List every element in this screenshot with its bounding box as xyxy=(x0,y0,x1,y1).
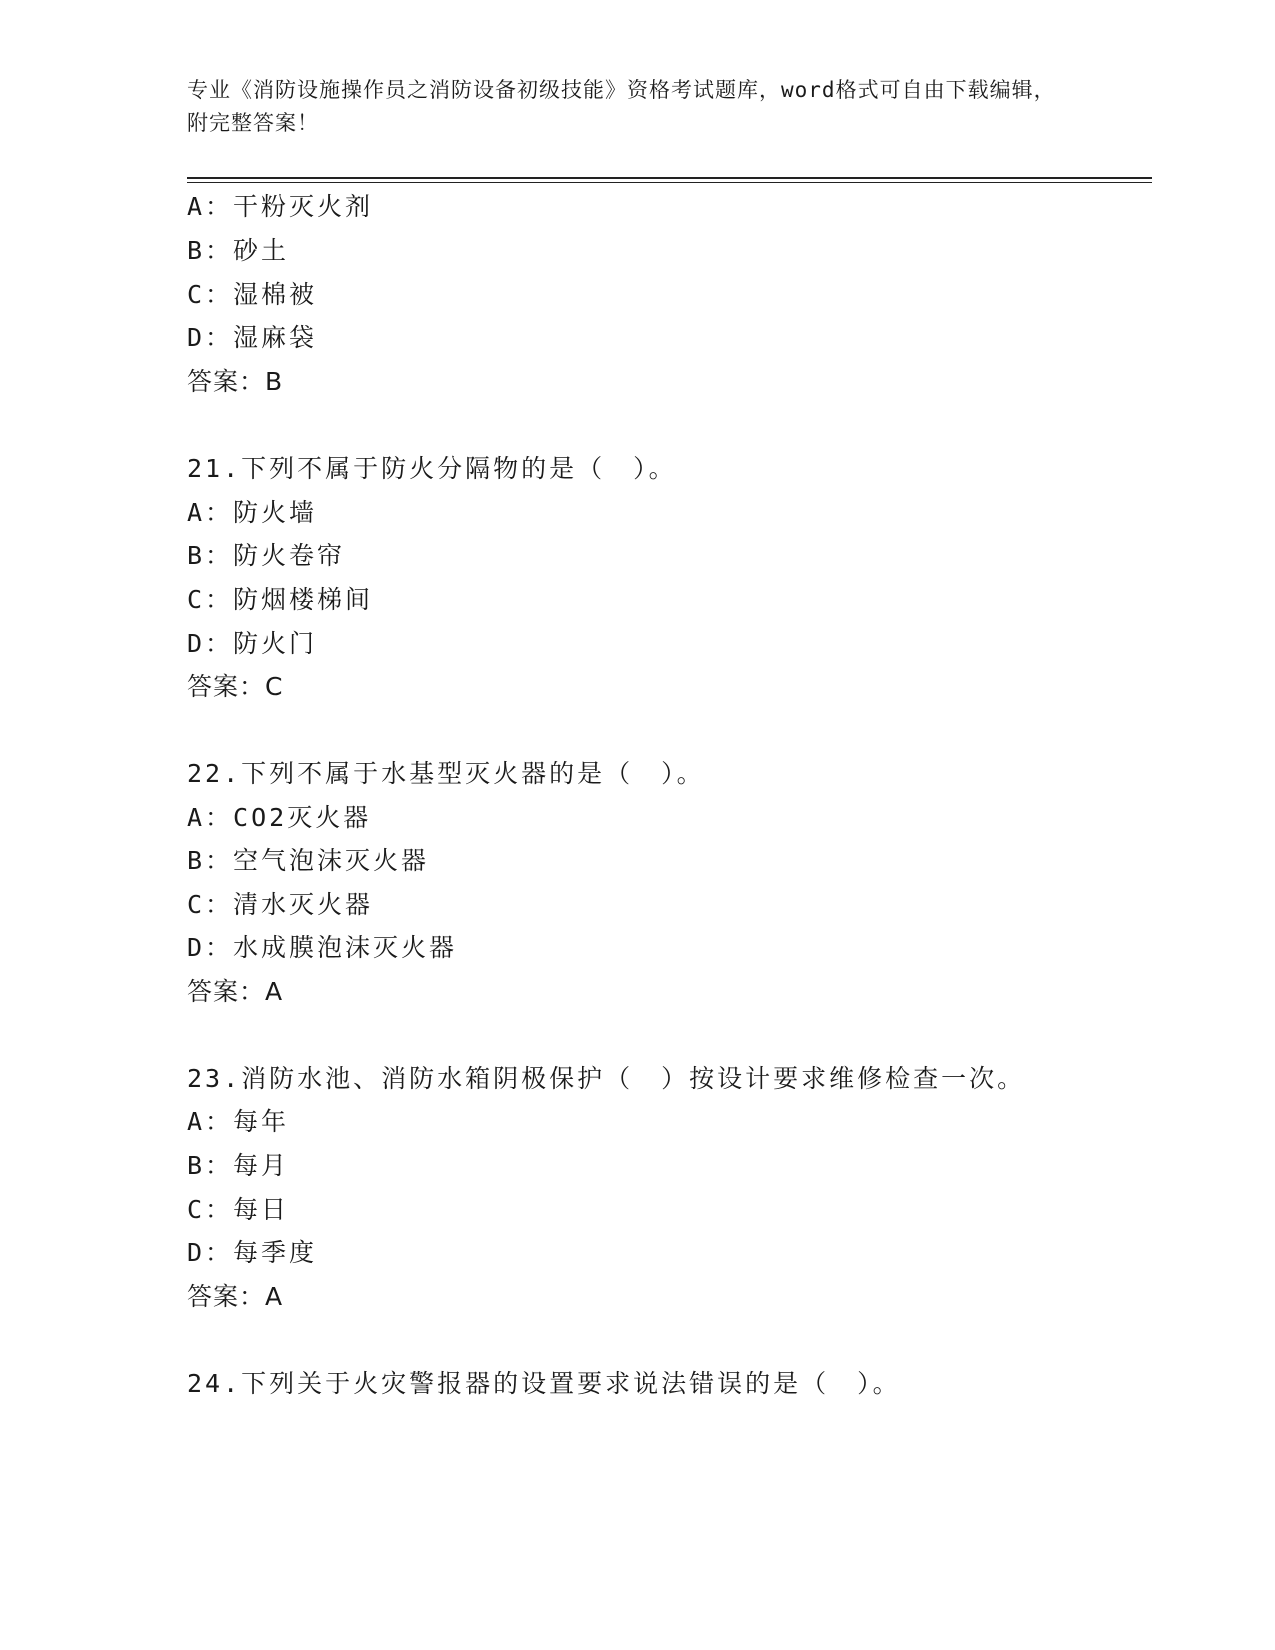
option-line: C：湿棉被 xyxy=(187,280,318,309)
question-text: 21.下列不属于防火分隔物的是（ ）。 xyxy=(187,454,677,483)
option-line: A：防火墙 xyxy=(187,498,318,527)
option-line: C：每日 xyxy=(187,1195,290,1224)
header-divider-thin xyxy=(187,182,1152,183)
option-line: D：水成膜泡沫灭火器 xyxy=(187,933,458,962)
option-line: B：砂土 xyxy=(187,236,290,265)
option-line: B：防火卷帘 xyxy=(187,541,346,570)
option-line: C：清水灭火器 xyxy=(187,890,374,919)
answer-line: 答案：C xyxy=(187,672,284,701)
answer-line: 答案：A xyxy=(187,1282,284,1311)
header-divider xyxy=(187,177,1152,179)
option-line: D：防火门 xyxy=(187,629,318,658)
option-line: B：每月 xyxy=(187,1151,290,1180)
option-line: A：CO2灭火器 xyxy=(187,803,372,832)
option-line: A：干粉灭火剂 xyxy=(187,192,374,221)
option-line: B：空气泡沫灭火器 xyxy=(187,846,430,875)
question-text: 24.下列关于火灾警报器的设置要求说法错误的是（ ）。 xyxy=(187,1369,901,1398)
answer-line: 答案：A xyxy=(187,977,284,1006)
option-line: D：每季度 xyxy=(187,1238,318,1267)
option-line: D：湿麻袋 xyxy=(187,323,318,352)
option-line: A：每年 xyxy=(187,1107,290,1136)
option-line: C：防烟楼梯间 xyxy=(187,585,374,614)
question-text: 23.消防水池、消防水箱阴极保护（ ）按设计要求维修检查一次。 xyxy=(187,1064,1026,1093)
document-header xyxy=(187,74,1067,140)
answer-line: 答案：B xyxy=(187,367,284,396)
question-text: 22.下列不属于水基型灭火器的是（ ）。 xyxy=(187,759,705,788)
header-text: 专业《消防设施操作员之消防设备初级技能》资格考试题库，word格式可自由下载编辑，附完整答案！ xyxy=(187,78,1056,135)
